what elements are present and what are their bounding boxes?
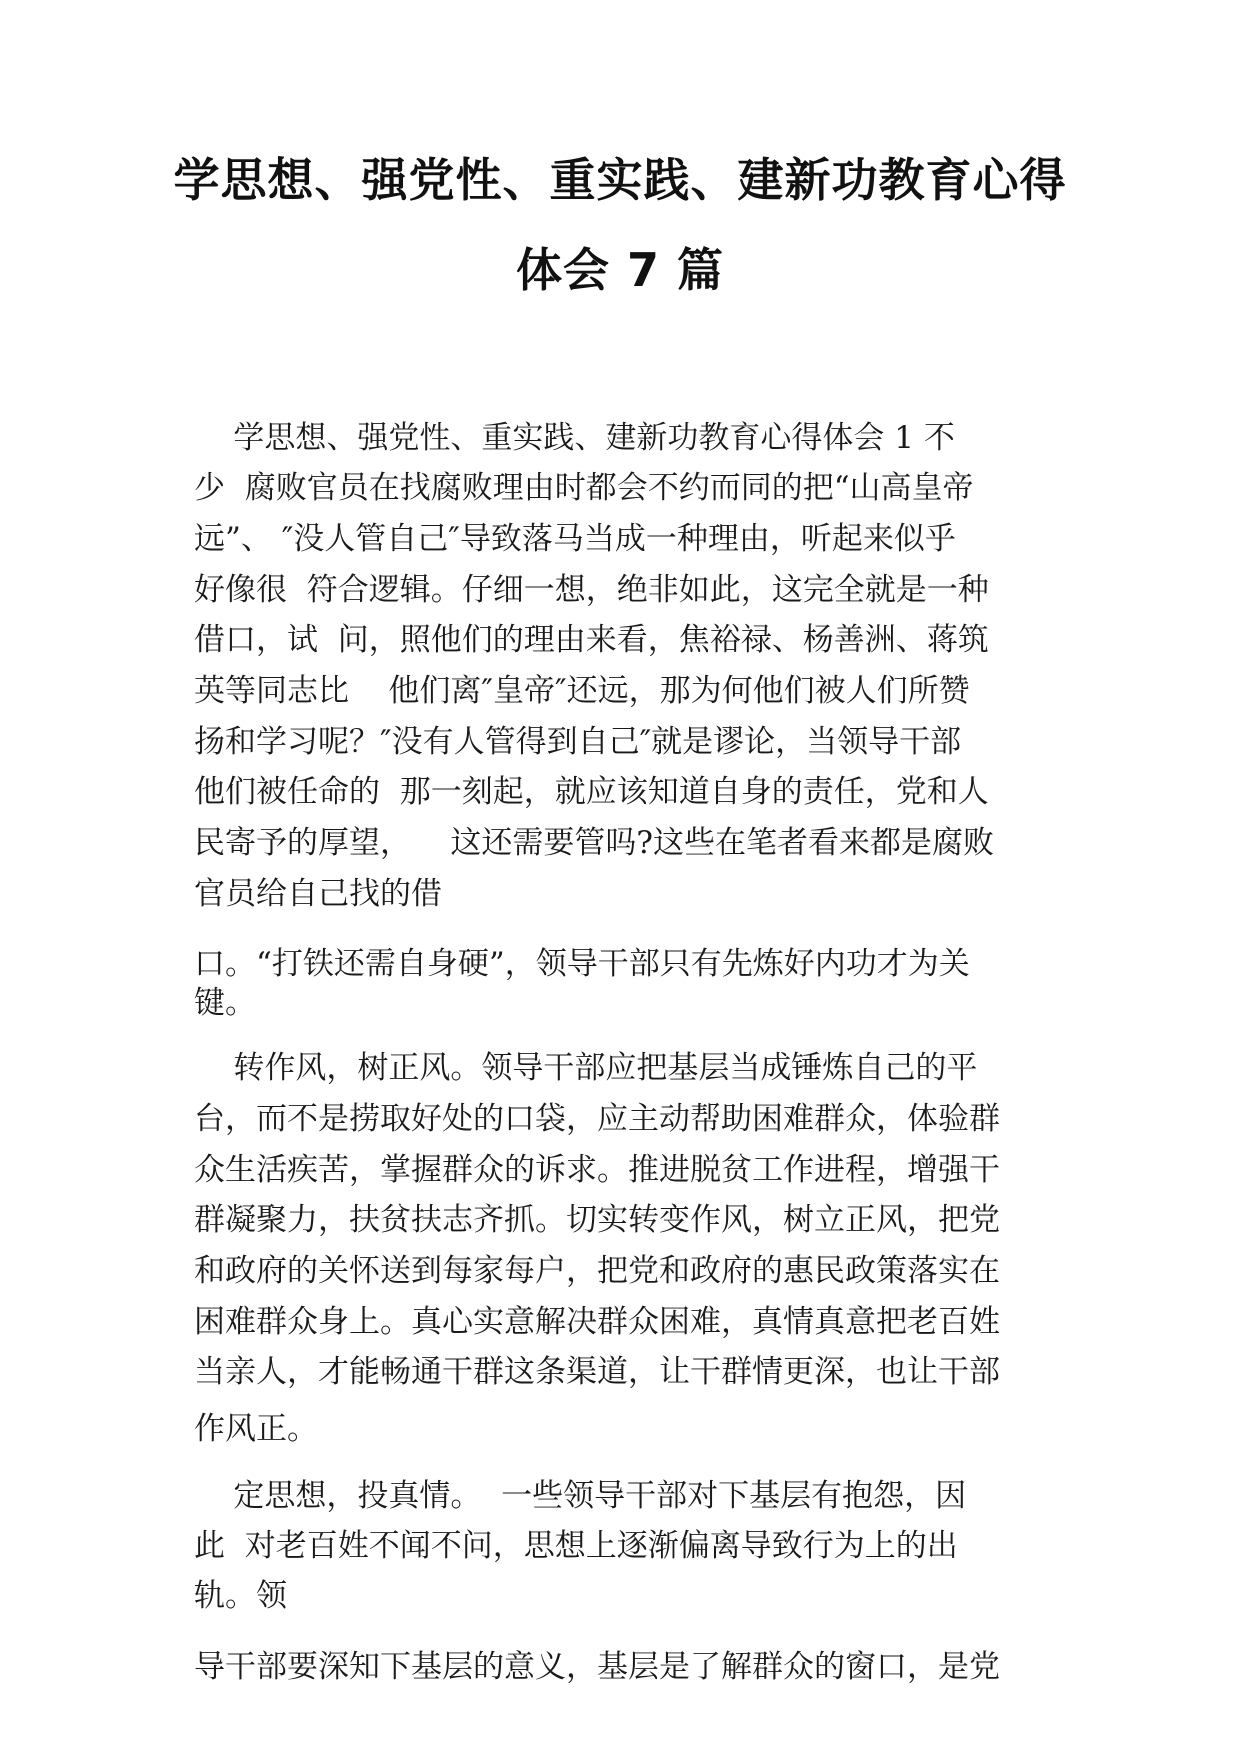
body-line: 他们被任命的 那一刻起，就应该知道自身的责任，党和人 bbox=[194, 774, 989, 810]
body-line: 英等同志比 他们离″皇帝″还远，那为何他们被人们所赞 bbox=[194, 673, 970, 709]
body-line: 群凝聚力，扶贫扶志齐抓。切实转变作风，树立正风，把党 bbox=[194, 1202, 1000, 1238]
body-line: 和政府的关怀送到每家每户，把党和政府的惠民政策落实在 bbox=[194, 1253, 1000, 1289]
body-line: 困难群众身上。真心实意解决群众困难，真情真意把老百姓 bbox=[194, 1304, 1000, 1340]
document-title-line-1: 学思想、强党性、重实践、建新功教育心得 bbox=[173, 153, 1067, 207]
body-line: 民寄予的厚望， 这还需要管吗?这些在笔者看来都是腐败 bbox=[194, 825, 995, 861]
body-line: 作风正。 bbox=[194, 1411, 318, 1447]
body-line: 口。“打铁还需自身硬”，领导干部只有先炼好内功才为关 bbox=[194, 946, 970, 982]
body-line: 导干部要深知下基层的意义，基层是了解群众的窗口，是党 bbox=[194, 1649, 1000, 1685]
body-line: 远”、 ″没人管自己″导致落马当成一种理由，听起来似乎 bbox=[194, 521, 956, 557]
body-line: 官员给自己找的借 bbox=[194, 876, 442, 912]
body-line: 学思想、强党性、重实践、建新功教育心得体会 1 不 bbox=[194, 420, 955, 456]
body-line: 定思想，投真情。 一些领导干部对下基层有抱怨，因 bbox=[194, 1478, 967, 1514]
body-line: 好像很 符合逻辑。仔细一想，绝非如此，这完全就是一种 bbox=[194, 572, 989, 608]
body-line: 众生活疾苦，掌握群众的诉求。推进脱贫工作进程，增强干 bbox=[194, 1152, 1000, 1188]
body-line: 扬和学习呢？″没有人管得到自己″就是谬论，当领导干部 bbox=[194, 724, 962, 760]
body-line: 借口，试 问，照他们的理由来看，焦裕禄、杨善洲、蒋筑 bbox=[194, 622, 989, 658]
body-line: 当亲人，才能畅通干群这条渠道，让干群情更深，也让干部 bbox=[194, 1354, 1000, 1390]
document-title-line-2: 体会 7 篇 bbox=[515, 243, 725, 297]
body-line: 台，而不是捞取好处的口袋，应主动帮助困难群众，体验群 bbox=[194, 1101, 1000, 1137]
body-line: 轨。领 bbox=[194, 1578, 287, 1614]
body-line: 少 腐败官员在找腐败理由时都会不约而同的把“山高皇帝 bbox=[194, 470, 974, 506]
body-line: 键。 bbox=[194, 985, 256, 1021]
body-line: 转作风，树正风。领导干部应把基层当成锤炼自己的平 bbox=[194, 1050, 978, 1086]
body-line: 此 对老百姓不闻不问，思想上逐渐偏离导致行为上的出 bbox=[194, 1528, 958, 1564]
